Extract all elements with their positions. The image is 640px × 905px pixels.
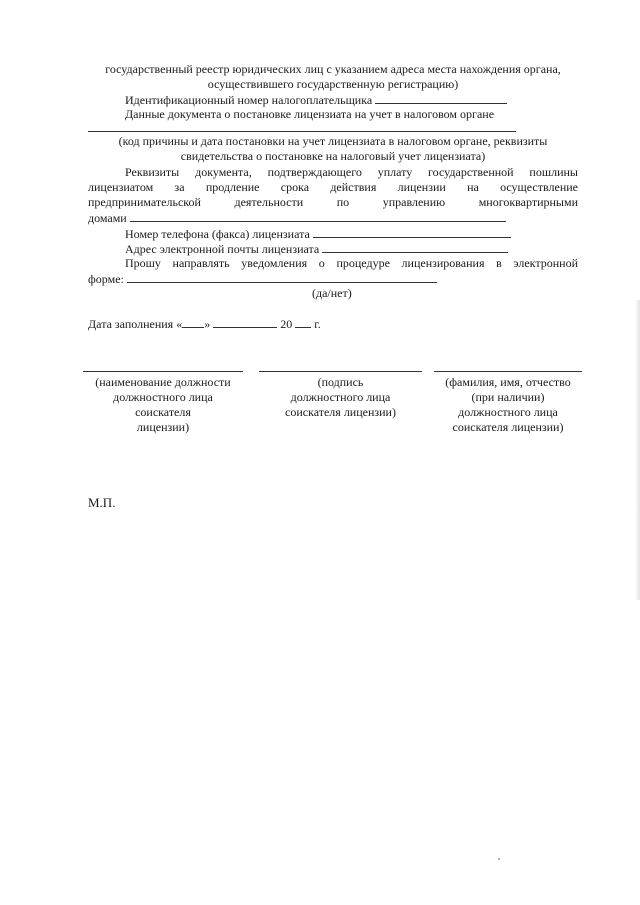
date-century: 20 [280,317,293,331]
signature-caption-3: соискателя лицензии) [285,405,396,419]
text-line-2: осуществившего государственную регистрацию) [207,77,459,91]
tax-registration-hint-2: свидетельства о постановке на налоговый учет лицензиата) [180,149,486,163]
date-line [88,316,578,332]
notification-label-2: форме: [88,272,124,286]
notification-label-1: Прошу направлять уведомления о процедуре лицензирования в электронной [125,256,578,270]
signature-block-name [434,371,582,435]
inn-label: Идентификационный номер налогоплательщика [125,93,373,107]
phone-line [88,226,578,242]
notification-line-2 [88,271,578,287]
text-line-1: государственный реестр юридических лиц с указанием адреса места нахождения органа, [105,62,561,76]
email-label: Адрес электронной почты лицензиата [125,242,320,256]
signature-caption-2: должностного лица [290,390,391,404]
tax-registration-label: Данные документа о постановке лицензиата на учет в налоговом органе [125,107,495,121]
signature-field[interactable] [259,371,422,372]
date-year-field[interactable] [295,316,311,328]
name-caption-2: (при наличии) [471,390,545,404]
position-caption-1: (наименование должности [95,375,231,389]
phone-field[interactable] [313,226,511,238]
tax-registration-hint-1: (код причины и дата постановки на учет лицензиата в налоговом органе, реквизиты [118,134,548,148]
stamp-place-label: М.П. [88,495,116,510]
fee-details-field[interactable] [130,210,506,222]
inn-line [88,92,578,108]
fee-details-line-4 [88,210,578,226]
name-caption-1: (фамилия, имя, отчество [445,375,571,389]
date-day-field[interactable] [182,316,204,328]
email-line [88,241,578,257]
date-quote-close: » [204,317,211,331]
position-caption-4: лицензии) [136,420,190,434]
date-label: Дата заполнения « [88,317,183,331]
date-year-suffix: г. [314,317,321,331]
email-field[interactable] [322,241,508,253]
signature-block-signature [259,371,422,420]
position-caption-2: должностного лица [113,390,213,404]
fee-details-label-3: предпринимательской деятельности по управлению многоквартирными [88,195,578,209]
notification-field[interactable] [127,271,437,283]
yes-no-hint: (да/нет) [312,286,352,300]
signature-block-position [83,371,243,435]
fee-details-label-4: домами [88,211,127,225]
date-month-field[interactable] [213,316,277,328]
name-caption-3: должностного лица [458,405,558,419]
fee-details-label-1: Реквизиты документа, подтверждающего уплату государственной пошлины [125,165,578,179]
inn-field[interactable] [375,92,507,104]
position-caption-3: соискателя [135,405,191,419]
full-name-field[interactable] [434,371,582,372]
tax-registration-field[interactable] [88,131,516,132]
fee-details-label-2: лицензиатом за продление срока действия лицензии на осуществление [88,180,578,194]
signature-caption-1: (подпись [317,375,364,389]
phone-label: Номер телефона (факса) лицензиата [125,227,310,241]
position-field[interactable] [83,371,243,372]
name-caption-4: соискателя лицензии) [452,420,564,434]
scan-speck [498,858,500,860]
scan-edge-shadow [635,300,640,600]
